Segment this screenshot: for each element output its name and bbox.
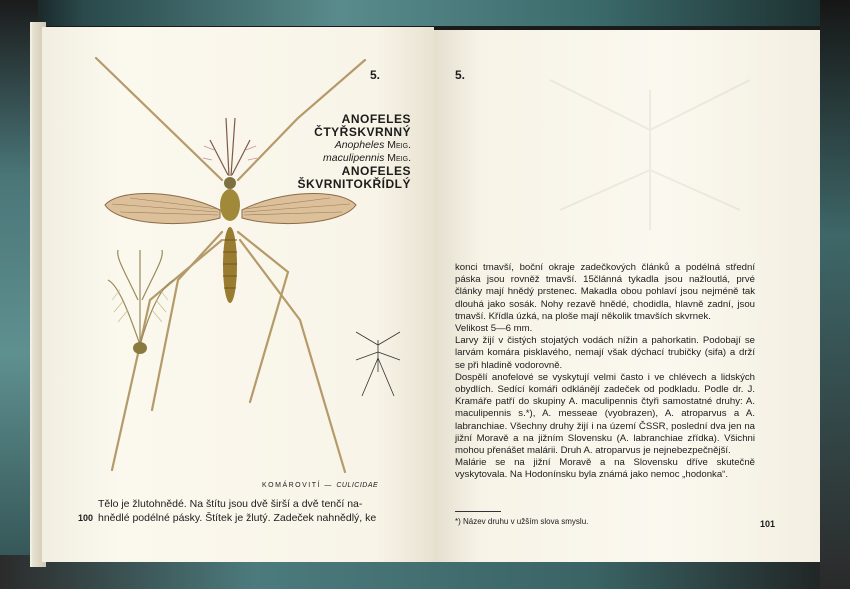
- plate-number-left: 5.: [370, 68, 381, 82]
- czech-name-2a: ANOFELES: [341, 164, 411, 178]
- paragraph-malaria: Malárie se na jižní Moravě a na Slovensku dříve skutečně vyskytovala. Na Hodonínsku byla známá jako nemoc „hodonka“.: [455, 457, 755, 481]
- czech-name-1a: ANOFELES: [341, 112, 411, 126]
- show-through-ghost: [540, 70, 760, 240]
- paragraph-1: konci tmavší, boční okraje zadečkových článků a podélná střední páska jsou rovněž tmavší. 15článná tykadla jsou nažloutlá, prvé články mají hnědý prstenec. Makadla obou pohlaví jsou nejméně tak dlouhá jako sosák. Nohy rezavě hnědé, chodidla, hlavně zadní, jsou tmavší. Křídla úzká, na ploše mají několik tmavších skvrnek.: [455, 262, 755, 322]
- page-number-left: 100: [78, 513, 94, 523]
- plate-number-right: 5.: [455, 68, 466, 82]
- footnote-rule: [455, 511, 501, 512]
- footnote: *) Název druhu v užším slova smyslu.: [455, 517, 589, 526]
- species-titles: [283, 113, 411, 191]
- family-czech: KOMÁROVITÍ —: [262, 482, 333, 489]
- page-number-right: 101: [760, 519, 776, 529]
- left-body-text: [98, 497, 404, 525]
- paragraph-adults: Dospělí anofelové se vyskytují velmi často i ve chlévech a lidských obydlích. Sedící komáři odklánějí zadeček od podkladu. Podle dr. J. Kramáře patří do skupiny A. maculipennis čtyři samostatné druhy: A. maculipennis s.*), A. messeae (vyobrazen), A. atroparvus a A. labranchiae. Všechny druhy žijí i na území ČSSR, poslední dva jen na jižní Moravě a na jižním Slovensku (A. labranchiae zřídka). Všichni mohou přenášet malárii. Druh A. atroparvus je nejnebezpečnější.: [455, 371, 755, 457]
- czech-name-1b: ČTYŘSKVRNNÝ: [314, 125, 411, 139]
- left-body-line-1: Tělo je žlutohnědé. Na štítu jsou dvě širší a dvě tenčí na-: [98, 498, 363, 510]
- resting-silhouette-illustration: [356, 332, 400, 396]
- left-body-line-2: hnědlé podélné pásky. Štítek je žlutý. Zadeček nahnědlý, ke: [98, 512, 377, 524]
- right-body-text: [455, 262, 755, 482]
- paragraph-size: Velikost 5—6 mm.: [455, 323, 533, 335]
- latin-name-2: maculipennis Meig.: [323, 152, 411, 164]
- family-caption: [262, 482, 378, 489]
- family-latin: CULICIDAE: [336, 482, 379, 489]
- czech-name-2b: ŠKVRNITOKŘÍDLÝ: [297, 177, 411, 191]
- paragraph-larvae: Larvy žijí v čistých stojatých vodách nížin a pahorkatin. Podobají se larvám komára pisklavého, nemají však dýchací trubičky (sifa) a drží se při hladině vodorovně.: [455, 335, 755, 371]
- latin-name-1: Anopheles Meig.: [334, 139, 411, 151]
